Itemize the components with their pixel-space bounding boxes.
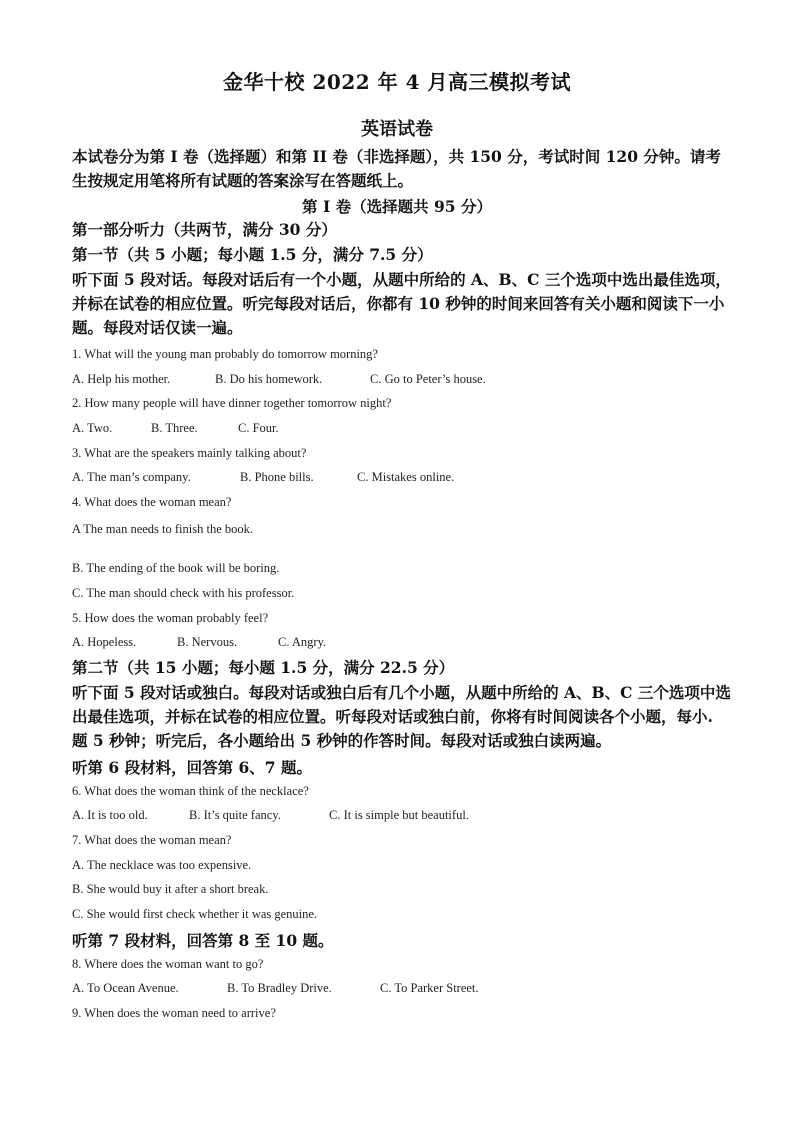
page-title: 金华十校 2022 年 4 月高三模拟考试 (223, 70, 571, 94)
option-a: A. The man’s company. (72, 470, 191, 484)
option-b: B. She would buy it after a short break. (72, 882, 269, 896)
option-c: C. The man should check with his professor. (72, 586, 295, 600)
option-a: A. It is too old. (72, 808, 148, 822)
question-options (72, 468, 732, 486)
option-b: B. Phone bills. (240, 470, 314, 484)
question-stem: 8. Where does the woman want to go? (72, 957, 264, 971)
material7-heading: 听第 7 段材料，回答第 8 至 10 题。 (72, 931, 334, 950)
option-a: A The man needs to finish the book. (72, 522, 253, 536)
option-c: C. Go to Peter’s house. (370, 372, 486, 386)
part1-heading: 第一部分听力（共两节，满分 30 分） (72, 220, 337, 239)
question-stem: 4. What does the woman mean? (72, 495, 232, 509)
question-stem: 5. How does the woman probably feel? (72, 611, 269, 625)
material6-heading: 听第 6 段材料，回答第 6、7 题。 (72, 758, 312, 777)
option-c: C. Four. (238, 421, 279, 435)
option-b: B. It’s quite fancy. (189, 808, 281, 822)
option-b: B. Three. (151, 421, 198, 435)
option-a: A. The necklace was too expensive. (72, 858, 252, 872)
option-a: A. Help his mother. (72, 372, 171, 386)
option-c: C. She would first check whether it was genuine. (72, 907, 318, 921)
option-a: A. To Ocean Avenue. (72, 981, 179, 995)
section1-instructions: 听下面 5 段对话。每段对话后有一个小题，从题中所给的 A、B、C 三个选项中选出最佳选项，并标在试卷的相应位置。听完每段对话后，你都有 10 秒钟的时间来回答有关小题和阅读下一小题。每段对话仅读一遍。 (72, 270, 731, 337)
option-b: B. Nervous. (177, 635, 238, 649)
volume1-heading: 第 I 卷（选择题共 95 分） (302, 197, 492, 216)
question-options (72, 979, 732, 997)
question-options (72, 370, 732, 388)
option-c: C. Mistakes online. (357, 470, 455, 484)
question-stem: 2. How many people will have dinner together tomorrow night? (72, 396, 392, 410)
option-c: C. To Parker Street. (380, 981, 479, 995)
question-stem: 7. What does the woman mean? (72, 833, 232, 847)
option-b: B. The ending of the book will be boring. (72, 561, 280, 575)
section1-heading: 第一节（共 5 小题；每小题 1.5 分，满分 7.5 分） (72, 245, 433, 264)
section2-instructions: 听下面 5 段对话或独白。每段对话或独白后有几个小题，从题中所给的 A、B、C 三个选项中选出最佳选项，并标在试卷的相应位置。听每段对话或独白前，你将有时间阅读各个小题，每小. 题 5 秒钟；听完后，各小题给出 5 秒钟的作答时间。每段对话或独白读两遍。 (72, 683, 731, 750)
section2-heading: 第二节（共 15 小题；每小题 1.5 分，满分 22.5 分） (72, 658, 455, 677)
option-c: C. It is simple but beautiful. (329, 808, 469, 822)
exam-intro: 本试卷分为第 I 卷（选择题）和第 II 卷（非选择题），共 150 分，考试时间 120 分钟。请考生按规定用笔将所有试题的答案涂写在答题纸上。 (72, 147, 721, 190)
page-subtitle: 英语试卷 (361, 119, 433, 140)
question-stem: 6. What does the woman think of the necklace? (72, 784, 309, 798)
question-options (72, 419, 732, 437)
option-b: B. To Bradley Drive. (227, 981, 332, 995)
question-stem: 9. When does the woman need to arrive? (72, 1006, 276, 1020)
question-options (72, 633, 732, 651)
question-options (72, 806, 732, 824)
question-stem: 1. What will the young man probably do tomorrow morning? (72, 347, 378, 361)
option-c: C. Angry. (278, 635, 327, 649)
option-a: A. Hopeless. (72, 635, 137, 649)
question-stem: 3. What are the speakers mainly talking about? (72, 446, 307, 460)
option-b: B. Do his homework. (215, 372, 323, 386)
option-a: A. Two. (72, 421, 113, 435)
